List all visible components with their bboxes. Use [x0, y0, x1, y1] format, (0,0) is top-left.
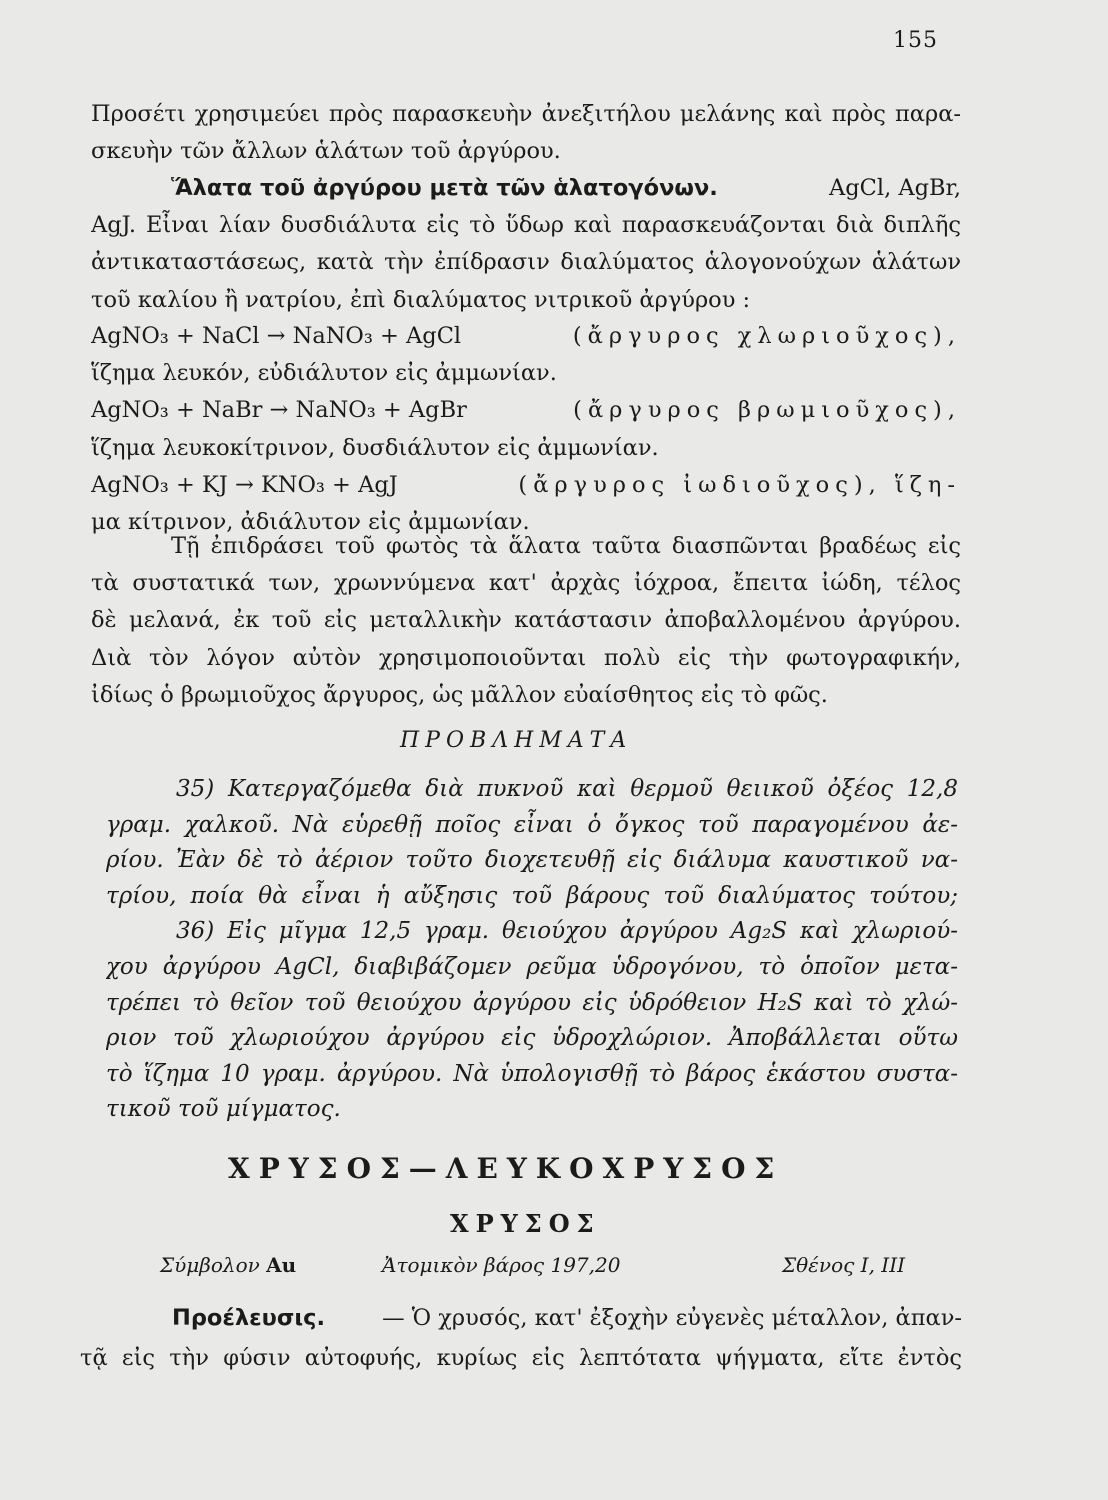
problem-line: γραμ. χαλκοῦ. Νὰ εὑρεθῇ ποῖος εἶναι ὁ ὄγκος τοῦ παραγομένου ἀε- [106, 811, 958, 838]
reaction-note: ἵζημα λευκοκίτρινον, δυσδιάλυτον εἰς ἀμμωνίαν. [91, 434, 659, 461]
problem-line: τρέπει τὸ θεῖον τοῦ θειούχου ἀργύρου εἰς ὑδρόθειον H₂S καὶ τὸ χλώ- [106, 989, 958, 1016]
symbol-label: Σύμβολον [160, 1253, 260, 1277]
halides-paragraph [91, 170, 961, 319]
origin-text: — Ὁ χρυσός, κατ' ἐξοχὴν εὐγενὲς μέταλλον, ἀπαν- [382, 1305, 962, 1331]
compound-name: (ἄργυρος βρωμιοῦχος), [573, 397, 961, 424]
problem-line: 36) Εἰς μῖγμα 12,5 γραμ. θειούχου ἀργύρου Ag₂S καὶ χλωριού- [176, 918, 958, 945]
compound-name: (ἄργυρος χλωριοῦχος), [572, 323, 961, 349]
origin-line [172, 1298, 962, 1338]
problem-line: ρίου. Ἐὰν δὲ τὸ ἀέριον τοῦτο διοχετευθῇ εἰς διάλυμα καυστικοῦ να- [106, 847, 958, 874]
problem-line: τικοῦ τοῦ μίγματος. [106, 1096, 341, 1123]
text-line: Προσέτι χρησιμεύει πρὸς παρασκευὴν ἀνεξιτήλου μελάνης καὶ πρὸς παρα- [91, 101, 961, 127]
text-line: σκευὴν τῶν ἄλλων ἁλάτων τοῦ ἀργύρου. [91, 138, 561, 165]
chapter-heading: ΧΡΥΣΟΣ—ΛΕΥΚΟΧΡΥΣΟΣ [228, 1152, 784, 1185]
problems-heading: ΠΡΟΒΛΗΜΑΤΑ [400, 728, 633, 753]
intro-paragraph [91, 96, 961, 170]
reaction-equation: AgNO₃ + KJ → KNO₃ + AgJ [91, 471, 398, 498]
valence: Σθένος I, III [782, 1253, 905, 1277]
reaction-equation-line [91, 467, 961, 504]
light-paragraph [91, 528, 961, 714]
reaction-equation-line [91, 392, 961, 429]
text-line: ἰδίως ὁ βρωμιοῦχος ἄργυρος, ὡς μᾶλλον εὐαίσθητος εἰς τὸ φῶς. [91, 681, 828, 708]
problem-line: τὸ ἵζημα 10 γραμ. ἀργύρου. Νὰ ὑπολογισθῇ τὸ βάρος ἑκάστου συστα- [106, 1060, 958, 1087]
compound-name: (ἄργυρος ἰωδιοῦχος), ἵζη- [518, 471, 961, 498]
reaction-equation: AgNO₃ + NaCl → NaNO₃ + AgCl [91, 323, 462, 349]
halides-heading-line [91, 170, 961, 207]
atomic-weight: Ἀτομικὸν βάρος 197,20 [382, 1253, 621, 1277]
problem-line: τρίου, ποία θὰ εἶναι ἡ αὔξησις τοῦ βάρους τοῦ διαλύματος τούτου; [106, 882, 958, 909]
text-line: τὰ συστατικά των, χρωννύμενα κατ' ἀρχὰς ἰόχροα, ἔπειτα ἰώδη, τέλος [91, 570, 961, 597]
reactions-list [91, 318, 961, 541]
section-subheading: ΧΡΥΣΟΣ [450, 1209, 601, 1238]
text-line: τοῦ καλίου ἢ νατρίου, ἐπὶ διαλύματος νιτρικοῦ ἀργύρου : [91, 286, 751, 313]
text-line: δὲ μελανά, ἐκ τοῦ εἰς μεταλλικὴν κατάστασιν ἀποβαλλομένου ἀργύρου. [91, 607, 961, 634]
origin-line: τᾷ εἰς τὴν φύσιν αὐτοφυής, κυρίως εἰς λεπτότατα ψήγματα, εἴτε ἐντὸς [80, 1345, 962, 1371]
text-line: Τῇ ἐπιδράσει τοῦ φωτὸς τὰ ἅλατα ταῦτα διασπῶνται βραδέως εἰς [171, 533, 961, 559]
origin-label: Προέλευσις. [172, 1305, 326, 1331]
reaction-equation: AgNO₃ + NaBr → NaNO₃ + AgBr [91, 397, 467, 424]
problems-section [106, 772, 958, 1128]
text-line: Διὰ τὸν λόγον αὐτὸν χρησιμοποιοῦνται πολὺ εἰς τὴν φωτογραφικήν, [91, 644, 961, 671]
symbol-value: Au [266, 1253, 297, 1277]
problem-line: ριον τοῦ χλωριούχου ἀργύρου εἰς ὑδροχλώριον. Ἀποβάλλεται οὕτω [106, 1025, 958, 1052]
reaction-equation-line [91, 318, 961, 355]
reaction-note: ἵζημα λευκόν, εὐδιάλυτον εἰς ἀμμωνίαν. [91, 360, 557, 387]
reaction-note: μα κίτρινον, ἀδιάλυτον εἰς ἀμμωνίαν. [91, 508, 530, 535]
text-line: ἀντικαταστάσεως, κατὰ τὴν ἐπίδρασιν διαλύματος ἁλογονούχων ἁλάτων [91, 249, 961, 276]
origin-paragraph [80, 1298, 962, 1378]
page-number: 155 [893, 28, 938, 53]
symbol-info [160, 1253, 296, 1277]
problem-line: χου ἀργύρου AgCl, διαβιβάζομεν ρεῦμα ὑδρογόνου, τὸ ὁποῖον μετα- [106, 953, 958, 980]
problem-line: 35) Κατεργαζόμεθα διὰ πυκνοῦ καὶ θερμοῦ θειικοῦ ὀξέος 12,8 [176, 776, 958, 802]
text-line: AgJ. Εἶναι λίαν δυσδιάλυτα εἰς τὸ ὕδωρ καὶ παρασκευάζονται διὰ διπλῆς [91, 212, 961, 239]
halide-formulas: AgCl, AgBr, [829, 175, 961, 201]
section-heading: Ἅλατα τοῦ ἀργύρου μετὰ τῶν ἁλατογόνων. [171, 175, 718, 201]
